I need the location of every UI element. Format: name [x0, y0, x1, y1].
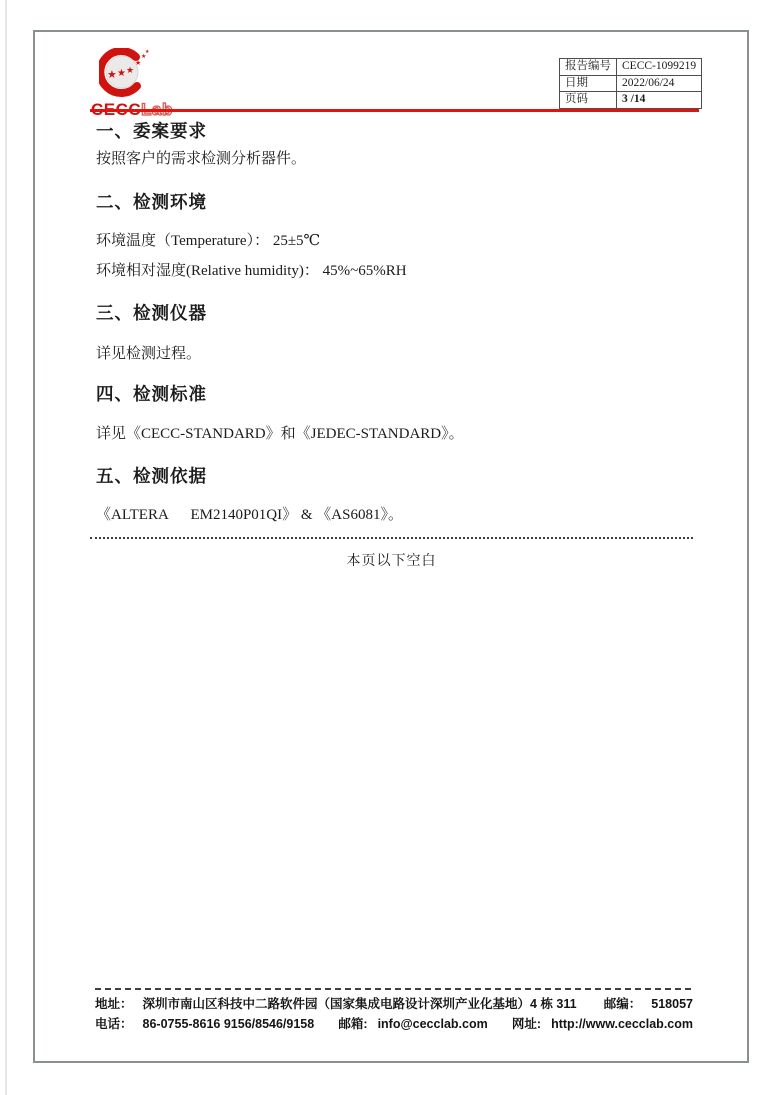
report-info-table: [559, 58, 702, 109]
section-paragraph-temperature: 环境温度（Temperature）： 25±5℃: [96, 233, 321, 249]
footer-email-group: [338, 1018, 487, 1031]
section-heading-test-basis: 五、检测依据: [96, 466, 207, 486]
date-value: 2022/06/24: [617, 75, 702, 92]
website-value: http://www.cecclab.com: [551, 1017, 693, 1031]
section-heading-test-instruments: 三、检测仪器: [96, 303, 207, 323]
section-paragraph: 详见检测过程。: [96, 346, 202, 362]
blank-below-note: 本页以下空白: [346, 554, 437, 569]
postal-code-label: 邮编：: [603, 997, 642, 1011]
page-number-label: 页码: [560, 92, 617, 109]
address-label: 地址：: [95, 997, 133, 1011]
date-label: 日期: [560, 75, 617, 92]
header-divider-red-rule: [90, 109, 699, 112]
website-label: 网址:: [511, 1017, 542, 1031]
section-heading-test-standards: 四、检测标准: [96, 384, 207, 404]
table-row-page-number: [560, 92, 702, 109]
page-number-value: 3 /14: [617, 92, 702, 109]
footer-dashed-divider: [95, 988, 691, 990]
footer-postal-group: [604, 998, 693, 1011]
report-number-label: 报告编号: [560, 59, 617, 76]
section-paragraph: 按照客户的需求检测分析器件。: [96, 151, 307, 167]
table-row-report-number: [560, 59, 702, 76]
svg-text:★: ★: [145, 50, 150, 55]
scan-edge-artifact: [5, 0, 7, 1095]
table-row-date: [560, 75, 702, 92]
section-heading-commission-requirements: 一、委案要求: [96, 121, 207, 141]
svg-text:★: ★: [135, 59, 142, 67]
footer-website-group: [512, 1018, 693, 1031]
section-heading-test-environment: 二、检测环境: [96, 192, 207, 212]
svg-text:★: ★: [107, 69, 117, 81]
section-paragraph: 《ALTERA EM2140P01QI》 & 《AS6081》。: [96, 507, 403, 523]
postal-code-value: 518057: [651, 997, 693, 1011]
address-value: 深圳市南山区科技中二路软件园（国家集成电路设计深圳产业化基地）4 栋 311: [142, 997, 577, 1011]
email-value: info@cecclab.com: [377, 1017, 488, 1031]
section-paragraph: 详见《CECC-STANDARD》和《JEDEC-STANDARD》。: [96, 426, 464, 442]
section-paragraph-humidity: 环境相对湿度(Relative humidity)： 45%~65%RH: [96, 263, 407, 279]
phone-label: 电话：: [95, 1017, 133, 1031]
svg-text:★: ★: [126, 65, 135, 75]
report-page: [33, 30, 749, 1063]
footer-phone-group: [95, 1018, 314, 1031]
svg-text:★: ★: [117, 68, 126, 79]
email-label: 邮箱:: [338, 1017, 368, 1031]
svg-text:★: ★: [141, 54, 147, 60]
footer-contact-line: [95, 1018, 693, 1031]
footer-address-line: [95, 998, 693, 1011]
dotted-divider: [90, 530, 693, 539]
phone-value: 86-0755-8616 9156/8546/9158: [142, 1017, 315, 1031]
footer-address-group: [95, 998, 577, 1011]
report-number-value: CECC-1099219: [617, 59, 702, 76]
cecc-globe-logo-icon: [99, 48, 153, 100]
